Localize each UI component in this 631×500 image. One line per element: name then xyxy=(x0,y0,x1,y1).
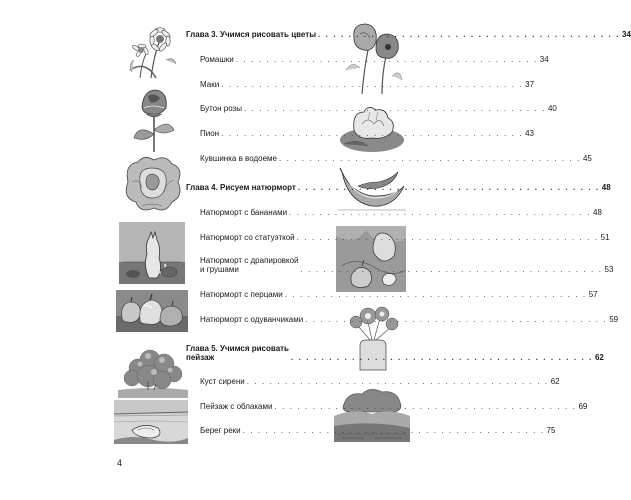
toc-leader: . . . . . . . . . . . . . . . . . . . . . . . . . . . . . . . . . . . . . . . . xyxy=(297,183,600,192)
toc-page: 57 xyxy=(588,290,598,299)
toc-leader: . . . . . . . . . . . . . . . . . . . . . . . . . . . . . . . . . . . . . . . . xyxy=(278,154,581,163)
toc-chapter-4[interactable] xyxy=(186,183,611,192)
toc-item-water-lily[interactable] xyxy=(200,154,592,163)
toc-page: 59 xyxy=(609,315,619,324)
toc-page: 69 xyxy=(578,402,588,411)
toc-leader: . . . . . . . . . . . . . . . . . . . . . . . . . . . . . . . . . . . . . . . . xyxy=(284,290,587,299)
toc-leader: . . . . . . . . . . . . . . . . . . . . . . . . . . . . . . . . . . . . . . . . xyxy=(221,129,524,138)
toc-item-dandelions[interactable] xyxy=(200,315,619,324)
toc-page: 62 xyxy=(550,377,560,386)
toc-page: 34 xyxy=(622,30,631,39)
toc-leader: . . . . . . . . . . . . . . . . . . . . . . . . . . . . . . . . . . . . . . . . xyxy=(235,55,538,64)
toc-item-daisies[interactable] xyxy=(200,55,549,64)
toc-leader: . . . . . . . . . . . . . . . . . . . . . . . . . . . . . . . . . . . . . . . . xyxy=(300,265,603,274)
toc-page: 40 xyxy=(547,104,557,113)
toc-page: 51 xyxy=(600,233,610,242)
peppers-drawing xyxy=(116,290,188,332)
toc-label: Бутон розы xyxy=(200,104,242,113)
toc-label: Натюрморт с перцами xyxy=(200,290,283,299)
toc-page: 34 xyxy=(539,55,549,64)
toc-page: 75 xyxy=(546,426,556,435)
toc-page: 48 xyxy=(601,183,611,192)
toc-item-clouds[interactable] xyxy=(200,402,588,411)
toc-chapter-5[interactable] xyxy=(186,344,604,362)
page-number: 4 xyxy=(117,458,123,468)
toc-label: Глава 4. Рисуем натюрморт xyxy=(186,183,296,192)
toc-item-poppies[interactable] xyxy=(200,80,535,89)
toc-label: Кувшинка в водоеме xyxy=(200,154,277,163)
toc-leader: . . . . . . . . . . . . . . . . . . . . . . . . . . . . . . . . . . . . . . . . xyxy=(243,104,546,113)
toc-leader: . . . . . . . . . . . . . . . . . . . . . . . . . . . . . . . . . . . . . . . . xyxy=(274,402,577,411)
toc-item-river-bank[interactable] xyxy=(200,426,556,435)
toc-leader: . . . . . . . . . . . . . . . . . . . . . . . . . . . . . . . . . . . . . . . . xyxy=(221,80,524,89)
toc-item-lilac[interactable] xyxy=(200,377,560,386)
toc-leader: . . . . . . . . . . . . . . . . . . . . . . . . . . . . . . . . . . . . . . . . xyxy=(289,208,592,217)
toc-leader: . . . . . . . . . . . . . . . . . . . . . . . . . . . . . . . . . . . . . . . . xyxy=(246,377,549,386)
toc-page: 43 xyxy=(525,129,534,138)
toc-item-bananas[interactable] xyxy=(200,208,602,217)
toc-item-peppers[interactable] xyxy=(200,290,598,299)
toc-chapter-3[interactable] xyxy=(186,30,631,39)
toc-item-rose-bud[interactable] xyxy=(200,104,557,113)
toc-page: 37 xyxy=(525,80,535,89)
river-bank-drawing xyxy=(114,400,188,444)
toc-item-statuette[interactable] xyxy=(200,233,610,242)
toc-page: 45 xyxy=(582,154,592,163)
toc-item-peony[interactable] xyxy=(200,129,534,138)
toc-label: Глава 3. Учимся рисовать цветы xyxy=(186,30,317,39)
toc-leader: . . . . . . . . . . . . . . . . . . . . . . . . . . . . . . . . . . . . . . . . xyxy=(290,353,593,362)
rose-bud-drawing xyxy=(126,86,182,152)
toc-label-line1: Натюрморт с драпировкой xyxy=(200,256,299,265)
lilac-bush-drawing xyxy=(118,342,188,398)
cat-statuette-drawing xyxy=(119,222,185,284)
toc-label: Маки xyxy=(200,80,220,89)
toc-label: Берег реки xyxy=(200,426,241,435)
daisies-drawing xyxy=(126,20,182,78)
toc-label: Натюрморт с одуванчиками xyxy=(200,315,304,324)
toc-label-line2: пейзаж xyxy=(186,353,215,362)
toc-leader: . . . . . . . . . . . . . . . . . . . . . . . . . . . . . . . . . . . . . . . . xyxy=(318,30,621,39)
toc-label: Натюрморт с бананами xyxy=(200,208,288,217)
toc-label: Ромашки xyxy=(200,55,234,64)
toc-leader: . . . . . . . . . . . . . . . . . . . . . . . . . . . . . . . . . . . . . . . . xyxy=(242,426,545,435)
toc-label: Куст сирени xyxy=(200,377,245,386)
toc-label: Натюрморт со статуэткой xyxy=(200,233,295,242)
toc-page: 62 xyxy=(594,353,604,362)
toc-label: Пион xyxy=(200,129,220,138)
peony-drawing xyxy=(122,152,184,216)
toc-label-line2: и грушами xyxy=(200,265,239,274)
toc-label-line1: Глава 5. Учимся рисовать xyxy=(186,344,289,353)
toc-leader: . . . . . . . . . . . . . . . . . . . . . . . . . . . . . . . . . . . . . . . . xyxy=(305,315,608,324)
toc-label: Пейзаж с облаками xyxy=(200,402,273,411)
toc-item-drapery-pears[interactable] xyxy=(200,256,614,274)
toc-leader: . . . . . . . . . . . . . . . . . . . . . . . . . . . . . . . . . . . . . . . . xyxy=(296,233,599,242)
toc-page: 53 xyxy=(604,265,614,274)
toc-page: 48 xyxy=(593,208,602,217)
